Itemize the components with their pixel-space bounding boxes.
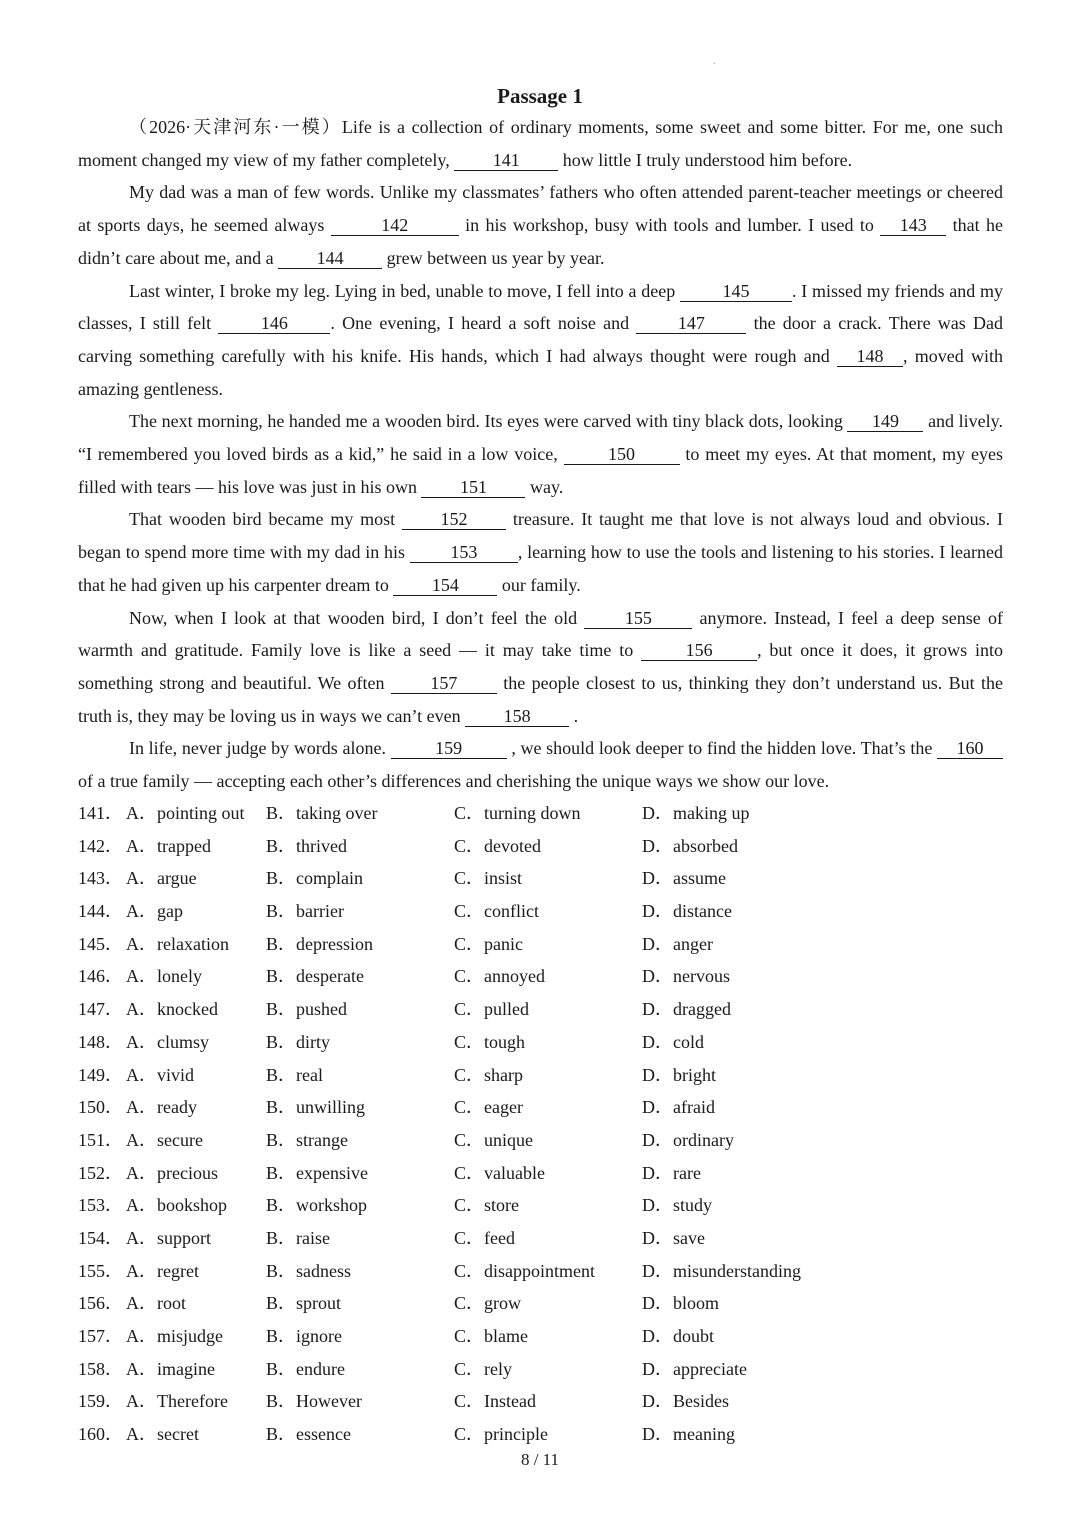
option-c: C．rely [454,1358,512,1379]
passage-segment: （2026·天津河东·一模）Life is a collection of ordinary moments, some sweet and some bitter. For me, one such moment changed my view of my father completely, [78,117,1003,170]
option-d: D．assume [642,868,726,889]
option-d: D．misunderstanding [642,1260,801,1281]
passage-title: Passage 1 [497,84,583,108]
option-b: B．unwilling [266,1097,366,1118]
question-number: 152． [78,1162,123,1183]
question-row [78,797,1003,830]
passage-segment: In life, never judge by words alone. [129,738,391,759]
option-c: C．tough [454,1031,526,1052]
option-b: B．essence [266,1424,351,1445]
blank-146: 146 [218,313,330,334]
blank-159: 159 [391,738,507,759]
paragraph [78,602,1003,733]
blank-151: 151 [421,477,525,498]
question-number: 159． [78,1391,123,1412]
passage-segment: how little I truly understood him before. [558,149,853,170]
question-number: 160． [78,1424,123,1445]
passage-text [78,111,1003,798]
option-a: A．precious [126,1162,218,1183]
question-row [78,1385,1003,1418]
blank-152: 152 [402,509,506,530]
option-a: A．argue [126,868,197,889]
question-row [78,1189,1003,1222]
option-a: A．secret [126,1424,199,1445]
option-d: D．cold [642,1031,704,1052]
option-d: D．meaning [642,1424,735,1445]
option-d: D．ordinary [642,1129,734,1150]
blank-157: 157 [391,673,497,694]
header-mark: . [713,56,716,67]
option-a: A．vivid [126,1064,195,1085]
passage-segment: , learning how to use the tools and listening to his stories. I learned that he had given up his carpenter dream to [78,542,1004,595]
question-row [78,1222,1003,1255]
option-d: D．distance [642,901,732,922]
passage-segment: , but once it does, it grows into something strong and beautiful. We often [78,640,1003,693]
passage-segment: the people closest to us, thinking they don’t understand us. But the truth is, they may be loving us in ways we can’t even [78,672,1003,726]
option-a: A．secure [126,1129,203,1150]
option-a: A．relaxation [126,933,229,954]
option-b: B．workshop [266,1195,368,1216]
option-d: D．bright [642,1064,716,1085]
blank-153: 153 [410,542,518,563]
option-d: D．absorbed [642,835,738,856]
blank-156: 156 [641,640,757,661]
option-c: C．blame [454,1326,528,1346]
passage-segment: Now, when I look at that wooden bird, I don’t feel the old [129,607,585,628]
question-number: 148． [78,1031,123,1052]
option-b: B．strange [266,1129,348,1150]
option-c: C．store [454,1195,519,1216]
question-row [78,1091,1003,1124]
option-c: C．valuable [454,1162,545,1183]
option-d: D．anger [642,933,713,954]
passage-segment: The next morning, he handed me a wooden bird. Its eyes were carved with tiny black dots, looking [129,411,848,432]
option-c: C．eager [454,1097,523,1118]
option-b: B．sprout [266,1293,342,1314]
paragraph [78,176,1003,274]
blank-160: 160 [937,738,1003,759]
passage-segment: , moved with amazing gentleness. [78,345,1003,399]
paragraph [78,405,1003,503]
passage-segment: our family. [497,574,581,595]
passage-segment: . I missed my friends and my classes, I still felt [78,280,1003,334]
blank-144: 144 [278,248,382,269]
option-c: C．insist [454,868,523,889]
option-b: B．depression [266,933,373,954]
option-d: D．study [642,1195,713,1216]
question-number: 154． [78,1227,123,1248]
question-number: 156． [78,1293,123,1314]
passage-segment: the door a crack. There was Dad carving something carefully with his knife. His hands, which I had always thought were rough and [78,313,1003,366]
blank-142: 142 [331,215,459,236]
blank-155: 155 [584,608,692,629]
option-a: A．knocked [126,999,218,1020]
option-c: C．conflict [454,901,539,922]
option-b: B．However [266,1391,362,1412]
question-number: 142． [78,835,123,856]
option-b: B．complain [266,868,363,889]
option-b: B．thrived [266,835,347,856]
question-row [78,1157,1003,1190]
option-c: C．turning down [454,803,581,823]
option-b: B．barrier [266,901,344,922]
option-a: A．regret [126,1260,199,1281]
option-c: C．grow [454,1293,521,1314]
option-c: C．sharp [454,1064,523,1085]
option-d: D．making up [642,803,750,823]
option-a: A．clumsy [126,1031,209,1052]
passage-segment: anymore. Instead, I feel a deep sense of warmth and gratitude. Family love is like a seed — it may take time to [78,607,1003,661]
option-c: C．disappointment [454,1260,595,1281]
passage-segment: treasure. It taught me that love is not always loud and obvious. I began to spend more time with my dad in his [78,509,1004,563]
option-a: A．support [126,1227,211,1248]
question-number: 143． [78,868,123,889]
option-a: A．root [126,1293,186,1314]
passage-segment: of a true family — accepting each other’s differences and cherishing the unique ways we show our love. [78,771,830,792]
passage-segment: . [569,705,579,726]
option-d: D．Besides [642,1391,729,1412]
question-number: 149． [78,1064,123,1085]
option-b: B．ignore [266,1326,342,1346]
passage-segment: That wooden bird became my most [129,509,403,530]
question-row [78,862,1003,895]
question-row [78,1026,1003,1059]
question-number: 144． [78,901,123,922]
option-a: A．gap [126,901,183,922]
question-row [78,928,1003,961]
option-a: A．bookshop [126,1195,228,1216]
option-d: D．rare [642,1162,701,1183]
option-b: B．taking over [266,803,378,823]
blank-149: 149 [847,411,923,432]
passage-segment: to meet my eyes. At that moment, my eyes filled with tears — his love was just in his own [78,444,1003,497]
passage-segment: . One evening, I heard a soft noise and [330,313,637,334]
blank-158: 158 [465,706,569,727]
option-c: C．pulled [454,999,529,1020]
option-c: C．devoted [454,835,541,856]
question-row [78,1418,1003,1451]
question-row [78,1255,1003,1288]
paragraph [78,732,1003,797]
option-c: C．principle [454,1424,548,1445]
question-row [78,1124,1003,1157]
question-row [78,1059,1003,1092]
options-list [78,797,1003,1451]
passage-segment: that he didn’t care about me, and a [78,215,1004,268]
passage-segment: , we should look deeper to find the hidden love. That’s the [506,738,937,759]
option-b: B．raise [266,1227,330,1248]
option-a: A．misjudge [126,1326,223,1346]
question-row [78,1287,1003,1320]
question-row [78,1353,1003,1386]
question-row [78,1320,1003,1353]
paragraph [78,111,1003,176]
blank-143: 143 [880,215,946,236]
option-c: C．feed [454,1227,515,1248]
passage-segment: Last winter, I broke my leg. Lying in bed, unable to move, I fell into a deep [129,280,680,301]
option-a: A．ready [126,1097,197,1118]
option-d: D．bloom [642,1293,720,1314]
paragraph [78,275,1003,406]
page-number: 8 / 11 [520,1450,560,1469]
question-row [78,993,1003,1026]
option-c: C．unique [454,1129,533,1150]
option-a: A．lonely [126,966,202,987]
blank-141: 141 [454,150,558,171]
option-b: B．pushed [266,999,347,1020]
option-d: D．doubt [642,1326,714,1346]
paragraph [78,503,1003,601]
option-d: D．nervous [642,966,730,987]
question-row [78,830,1003,863]
question-number: 153． [78,1195,123,1216]
question-number: 146． [78,966,123,987]
question-number: 147． [78,999,123,1020]
question-number: 145． [78,933,123,954]
passage-segment: and lively. “I remembered you loved birds as a kid,” he said in a low voice, [78,411,1004,465]
passage-segment: grew between us year by year. [382,247,605,268]
option-b: B．sadness [266,1260,351,1281]
option-a: A．Therefore [126,1391,228,1412]
question-number: 158． [78,1358,123,1379]
blank-154: 154 [393,575,497,596]
question-number: 155． [78,1260,123,1281]
option-b: B．dirty [266,1031,331,1052]
option-a: A．pointing out [126,803,245,823]
question-number: 150． [78,1097,123,1118]
option-d: D．save [642,1227,705,1248]
question-number: 141． [78,803,123,823]
option-b: B．real [266,1064,323,1085]
option-b: B．expensive [266,1162,368,1183]
passage-segment: in his workshop, busy with tools and lumber. I used to [458,215,881,236]
blank-147: 147 [636,313,746,334]
option-b: B．desperate [266,966,364,987]
option-a: A．trapped [126,835,211,856]
question-number: 151． [78,1129,123,1150]
option-b: B．endure [266,1358,345,1379]
blank-150: 150 [564,444,680,465]
option-d: D．afraid [642,1097,715,1118]
option-c: C．panic [454,933,523,954]
option-a: A．imagine [126,1358,215,1379]
passage-segment: My dad was a man of few words. Unlike my classmates’ fathers who often attended parent-teacher meetings or cheered at sports days, he seemed always [78,182,1003,236]
blank-148: 148 [837,346,903,367]
question-number: 157． [78,1326,123,1346]
option-d: D．dragged [642,999,731,1020]
blank-145: 145 [680,281,792,302]
option-d: D．appreciate [642,1358,747,1379]
option-c: C．Instead [454,1391,536,1412]
question-row [78,895,1003,928]
option-c: C．annoyed [454,966,545,987]
passage-segment: way. [525,476,564,497]
question-row [78,960,1003,993]
